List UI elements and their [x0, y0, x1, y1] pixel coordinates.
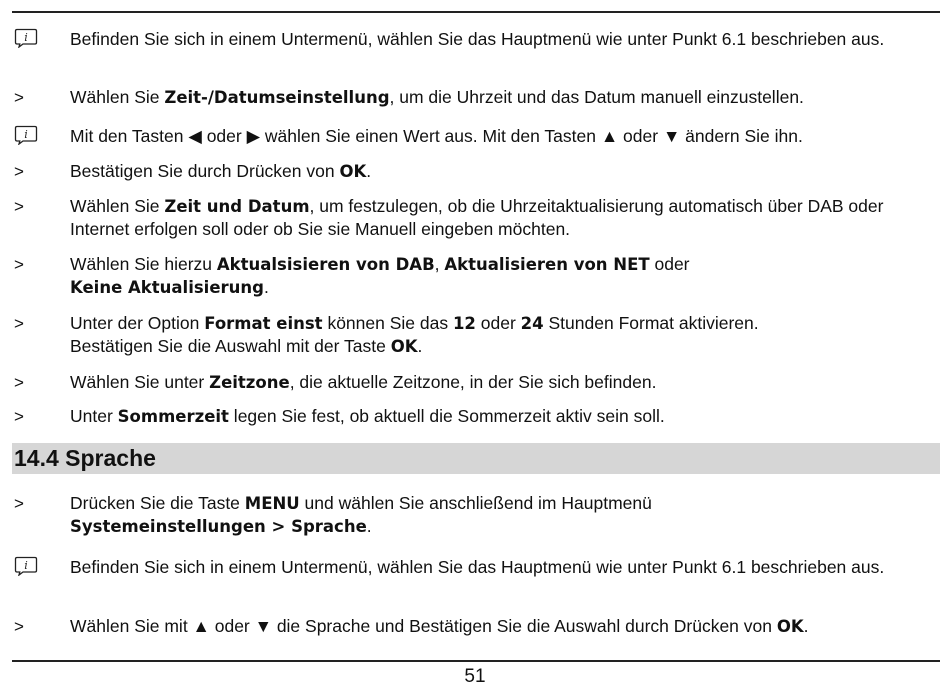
info-text: Befinden Sie sich in einem Untermenü, wählen Sie das Hauptmenü wie unter Punkt 6.1 beschrieben aus.: [70, 557, 885, 577]
step-text: Unter Sommerzeit legen Sie fest, ob aktuell die Sommerzeit aktiv sein soll.: [70, 406, 665, 426]
info-note-icon: [14, 125, 38, 145]
step-text: Wählen Sie Zeit und Datum, um festzulegen, ob die Uhrzeitaktualisierung automatisch über DAB oder Internet erfolgen soll oder ob Sie sie Manuell eingeben möchten.: [70, 196, 884, 239]
bottom-rule: [12, 660, 940, 662]
page-number: 51: [464, 666, 486, 687]
bullet-marker: >: [14, 407, 24, 426]
step-text: Wählen Sie Zeit-/Datumseinstellung, um die Uhrzeit und das Datum manuell einzustellen.: [70, 87, 804, 107]
left-arrow-icon: ◀: [188, 126, 202, 146]
up-arrow-icon: ▲: [600, 126, 619, 146]
info-note-icon: [14, 28, 38, 48]
info-text: Befinden Sie sich in einem Untermenü, wählen Sie das Hauptmenü wie unter Punkt 6.1 beschrieben aus.: [70, 29, 885, 49]
info-note-icon: [14, 556, 38, 576]
up-arrow-icon: ▲: [192, 616, 210, 636]
bullet-marker: >: [14, 197, 24, 216]
top-rule: [12, 11, 940, 13]
section-title: 14.4 Sprache: [14, 445, 156, 471]
bullet-marker: >: [14, 314, 24, 333]
step-text: Wählen Sie unter Zeitzone, die aktuelle Zeitzone, in der Sie sich befinden.: [70, 372, 657, 392]
svg-text:i: i: [24, 128, 28, 141]
section-heading-band: [12, 443, 940, 474]
step-text: Unter der Option Format einst können Sie das 12 oder 24 Stunden Format aktivieren. Bestätigen Sie die Auswahl mit der Taste OK.: [70, 313, 759, 356]
step-text: Wählen Sie mit ▲ oder ▼ die Sprache und Bestätigen Sie die Auswahl durch Drücken von OK.: [70, 616, 809, 636]
bullet-marker: >: [14, 162, 24, 181]
down-arrow-icon: ▼: [254, 616, 272, 636]
bullet-marker: >: [14, 373, 24, 392]
bullet-marker: >: [14, 255, 24, 274]
step-text: Drücken Sie die Taste MENU und wählen Sie anschließend im Hauptmenü Systemeinstellungen > Sprache.: [70, 493, 652, 536]
bullet-marker: >: [14, 88, 24, 107]
down-arrow-icon: ▼: [662, 126, 681, 146]
info-text: Mit den Tasten ◀ oder ▶ wählen Sie einen Wert aus. Mit den Tasten ▲ oder ▼ ändern Sie ihn.: [70, 126, 803, 146]
svg-text:i: i: [24, 31, 28, 44]
svg-text:i: i: [24, 559, 28, 572]
bullet-marker: >: [14, 494, 24, 513]
step-text: Bestätigen Sie durch Drücken von OK.: [70, 161, 372, 181]
right-arrow-icon: ▶: [246, 126, 261, 146]
step-text: Wählen Sie hierzu Aktualsisieren von DAB, Aktualisieren von NET oder Keine Aktualisierung.: [70, 254, 690, 297]
bullet-marker: >: [14, 617, 24, 636]
